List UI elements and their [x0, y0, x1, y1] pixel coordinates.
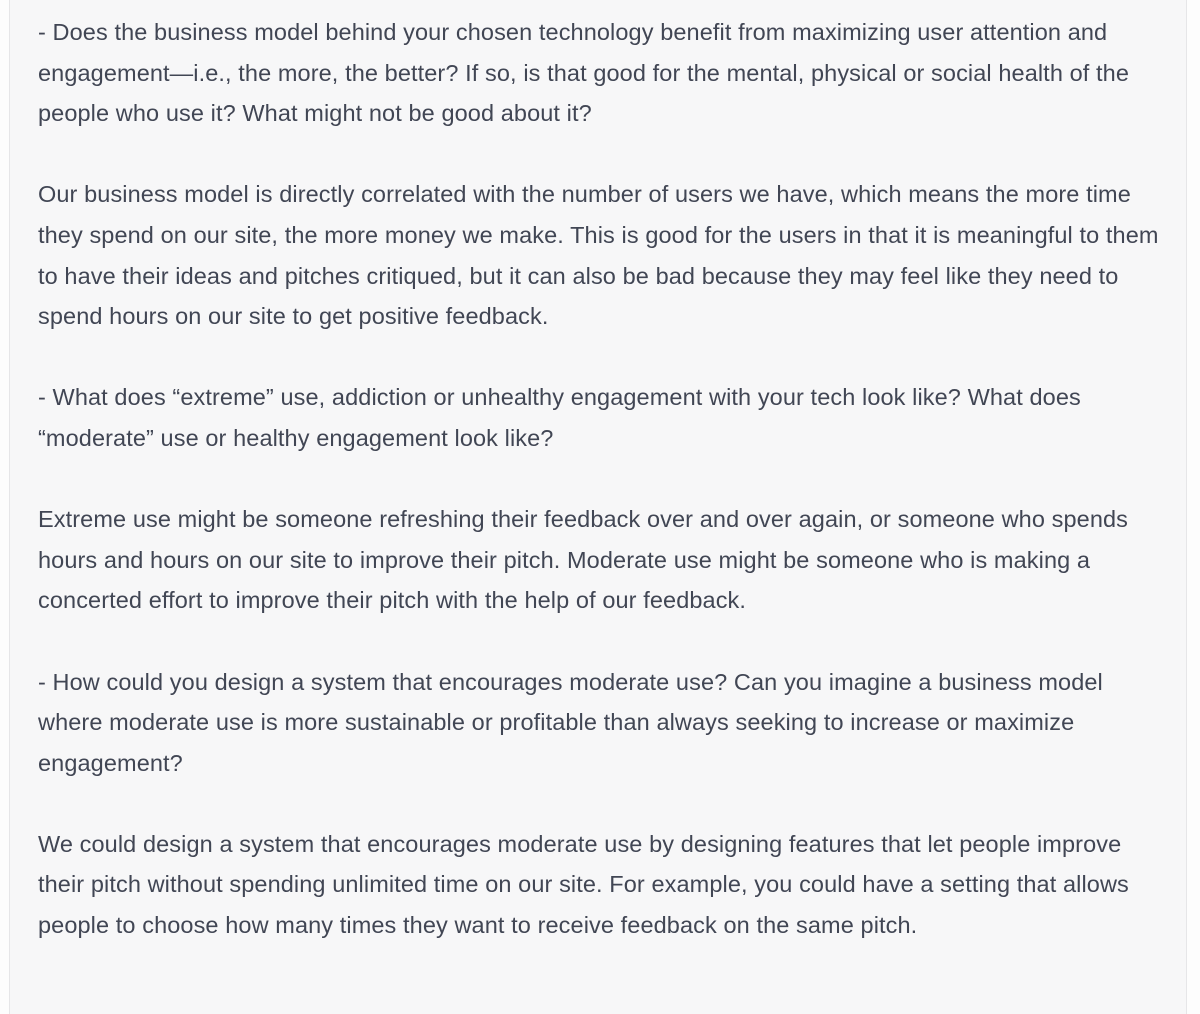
question-paragraph: - Does the business model behind your chosen technology benefit from maximizing user attention and engagement—i.e., the more, the better? If so, is that good for the mental, physical or social health of the people who use it? What might not be good about it?: [38, 19, 1130, 127]
question-paragraph: - How could you design a system that encourages moderate use? Can you imagine a business model where moderate use is more sustainable or profitable than always seeking to increase or maximize engagement?: [38, 668, 1103, 776]
answer-paragraph: Our business model is directly correlated with the number of users we have, which means the more time they spend on our site, the more money we make. This is good for the users in that it is meaningful to them to have their ideas and pitches critiqued, but it can also be bad because they may feel like they need to spend hours on our site to get positive feedback.: [38, 181, 1159, 330]
document-panel[interactable]: [9, 0, 1187, 1014]
question-paragraph: - What does “extreme” use, addiction or unhealthy engagement with your tech look like? What does “moderate” use or healthy engagement look like?: [38, 384, 1081, 451]
answer-paragraph: Extreme use might be someone refreshing their feedback over and over again, or someone who spends hours and hours on our site to improve their pitch. Moderate use might be someone who is making a concerted effort to improve their pitch with the help of our feedback.: [38, 506, 1129, 614]
answer-paragraph: We could design a system that encourages moderate use by designing features that let people improve their pitch without spending unlimited time on our site. For example, you could have a setting that allows people to choose how many times they want to receive feedback on the same pitch.: [38, 830, 1129, 939]
